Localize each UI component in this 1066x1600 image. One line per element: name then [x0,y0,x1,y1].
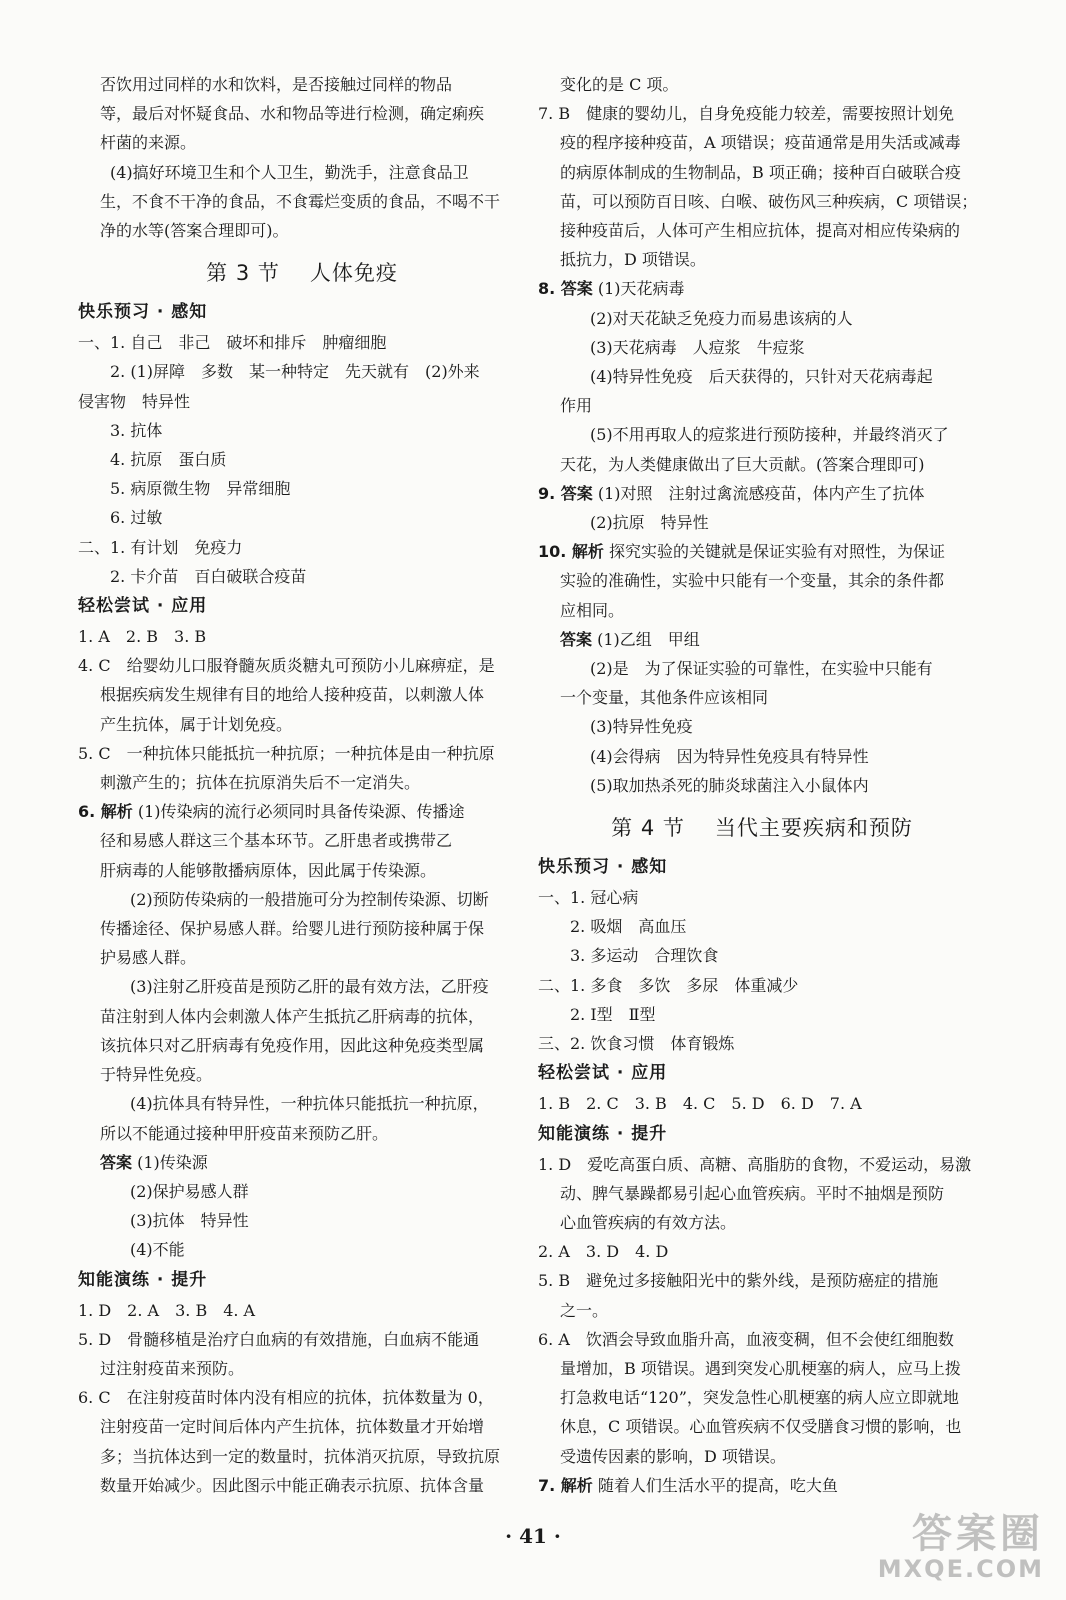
line-text: 轻松尝试 · 应用 [78,596,208,617]
answer-line [78,216,526,245]
answer-line [78,357,526,386]
line-text: 快乐预习 · 感知 [538,857,668,878]
line-text: 二、1. 有计划 免疫力 [78,537,243,557]
line-text: 过注射疫苗来预防。 [100,1358,245,1378]
line-text: 否饮用过同样的水和饮料，是否接触过同样的物品 [100,75,453,94]
line-text: 4. C 给婴幼儿口服脊髓灰质炎糖丸可预防小儿麻痹症，是 [78,656,495,676]
answer-line [78,914,526,943]
line-text: 5. C 一种抗体只能抵抗一种抗原；一种抗体是由一种抗原 [78,743,495,763]
answer-line [538,450,986,479]
line-text: (1)对照 注射过禽流感疫苗，体内产生了抗体 [592,483,925,503]
answer-line [78,856,526,885]
line-text: 6. 过敏 [110,508,163,528]
answer-line [538,1000,986,1029]
answer-line [538,245,986,274]
watermark-line1: 答案圈 [912,1510,1044,1557]
line-text: 刺激产生的；抗体在抗原消失后不一定消失。 [100,773,421,793]
line-text: 知能演练 · 提升 [538,1123,668,1144]
section-title [78,255,526,291]
line-text: 净的水等(答案合理即可)。 [100,221,289,241]
answer-line [78,158,526,187]
line-text: (2)是 为了保证实验的可靠性，在实验中只能有 [590,659,933,679]
line-text: 传播途径、保护易感人群。给婴儿进行预防接种属于保 [100,919,485,939]
answer-line [538,420,986,449]
answer-line [538,274,986,303]
answer-line [78,387,526,416]
line-text: 心血管疾病的有效方法。 [560,1212,737,1232]
answer-label: 答案 [560,629,593,649]
line-text: (5)取加热杀死的肺炎球菌注入小鼠体内 [590,775,869,795]
answer-label: 10. 解析 [538,542,604,562]
answer-line [78,1354,526,1383]
answer-line [538,1089,986,1118]
line-text: (3)特异性免疫 [590,717,693,737]
line-text: 量增加，B 项错误。遇到突发心肌梗塞的病人，应马上拨 [560,1358,961,1378]
answer-line [538,216,986,245]
answer-line [538,683,986,712]
line-text: (3)注射乙肝疫苗是预防乙肝的最有效方法，乙肝疫 [130,977,489,997]
answer-line [78,797,526,826]
subsection-heading [538,1058,986,1089]
line-text: 该抗体只对乙肝病毒有免疫作用，因此这种免疫类型属 [100,1035,485,1055]
line-text: 6. C 在注射疫苗时体内没有相应的抗体，抗体数量为 0， [78,1388,494,1408]
answer-line [78,972,526,1001]
answer-line [78,739,526,768]
line-text: 休息，C 项错误。心血管疾病不仅受膳食习惯的影响，也 [560,1417,962,1437]
line-text: 5. 病原微生物 异常细胞 [110,479,291,499]
answer-line [78,710,526,739]
answer-line [538,391,986,420]
line-text: 快乐预习 · 感知 [78,302,208,323]
answer-line [78,1296,526,1325]
answer-line [78,622,526,651]
line-text: 疫的程序接种疫苗，A 项错误；疫苗通常是用失活或减毒 [560,133,961,153]
answer-line [538,712,986,741]
line-text: 等，最后对怀疑食品、水和物品等进行检测，确定痢疾 [100,104,485,124]
line-text: (4)不能 [130,1240,185,1260]
answer-line [78,768,526,797]
subsection-heading [78,297,526,328]
watermark-logo [878,1512,1044,1582]
answer-line [538,941,986,970]
line-text: (2)抗原 特异性 [590,513,709,533]
answer-line [538,566,986,595]
answer-line [538,187,986,216]
answer-line [78,474,526,503]
line-text: 变化的是 C 项。 [560,75,679,94]
line-text: 所以不能通过接种甲肝疫苗来预防乙肝。 [100,1123,389,1143]
answer-line [538,596,986,625]
line-text: 3. 抗体 [110,420,163,440]
line-text: 苗注射到人体内会刺激人体产生抵抗乙肝病毒的抗体， [100,1006,485,1026]
answer-line [538,1412,986,1441]
answer-line [78,1206,526,1235]
line-text: 受遗传因素的影响，D 项错误。 [560,1446,786,1466]
answer-label: 7. 解析 [538,1475,593,1495]
line-text: 打急救电话“120”，突发急性心肌梗塞的病人应立即就地 [560,1388,959,1408]
answer-line [78,1442,526,1471]
answer-line [538,1150,986,1179]
line-text: 根据疾病发生规律有目的地给人接种疫苗，以刺激人体 [100,685,485,705]
page-number: · 41 · [505,1524,561,1548]
answer-line [538,883,986,912]
answer-line [538,625,986,654]
answer-line [78,1412,526,1441]
answer-line [78,826,526,855]
answer-line [78,99,526,128]
line-text: 2. 吸烟 高血压 [570,917,687,937]
answer-line [538,971,986,1000]
watermark-line2: MXQE.COM [877,1554,1044,1583]
left-column [78,70,526,1500]
answer-line [538,537,986,566]
line-text: 1. D 爱吃高蛋白质、高糖、高脂肪的食物，不爱运动，易激 [538,1154,972,1174]
answer-label: 答案 [100,1152,133,1172]
answer-line [78,1177,526,1206]
line-text: (4)抗体具有特异性，一种抗体只能抵抗一种抗原， [130,1094,489,1114]
answer-line [78,562,526,591]
line-text: (4)搞好环境卫生和个人卫生，勤洗手，注意食品卫 [110,162,469,182]
answer-line [538,742,986,771]
answer-line [538,1325,986,1354]
answer-line [538,128,986,157]
line-text: 随着人们生活水平的提高，吃大鱼 [592,1475,838,1495]
line-text: 天花，为人类健康做出了巨大贡献。(答案合理即可) [560,454,925,474]
answer-line [78,1060,526,1089]
line-text: (4)会得病 因为特异性免疫具有特异性 [590,746,869,766]
line-text: 径和易感人群这三个基本环节。乙肝患者或携带乙 [100,831,453,851]
line-text: 接种疫苗后，人体可产生相应抗体，提高对相应传染病的 [560,221,961,241]
line-text: 知能演练 · 提升 [78,1269,208,1290]
answer-line [78,651,526,680]
answer-line [538,1354,986,1383]
line-text: 作用 [560,396,593,416]
line-text: (1)天花病毒 [592,279,685,299]
line-text: 的病原体制成的生物制品，B 项正确；接种百白破联合疫 [560,162,961,182]
answer-label: 6. 解析 [78,802,133,822]
answer-line [78,1119,526,1148]
answer-line [78,943,526,972]
answer-line [78,1002,526,1031]
answer-line [78,328,526,357]
answer-line [538,912,986,941]
line-text: 杆菌的来源。 [100,133,197,153]
line-text: (3)天花病毒 人痘浆 牛痘浆 [590,337,805,357]
answer-line [78,70,526,99]
line-text: 苗，可以预防百日咳、白喉、破伤风三种疾病，C 项错误； [560,191,978,211]
answer-line [78,1031,526,1060]
line-text: 多；当抗体达到一定的数量时，抗体消灭抗原，导致抗原 [100,1446,501,1466]
line-text: 数量开始减少。因此图示中能正确表示抗原、抗体含量 [100,1475,485,1495]
answer-line [538,508,986,537]
line-text: 2. A 3. D 4. D [538,1242,669,1262]
answer-line [538,479,986,508]
answer-line [78,1235,526,1264]
line-text: 二、1. 多食 多饮 多尿 体重减少 [538,975,799,995]
answer-line [78,680,526,709]
answer-line [78,1383,526,1412]
answer-line [538,1266,986,1295]
answer-line [538,1029,986,1058]
line-text: 实验的准确性，实验中只能有一个变量，其余的条件都 [560,571,945,591]
line-text: 4. 抗原 蛋白质 [110,450,227,470]
answer-line [538,333,986,362]
line-text: 生，不食不干净的食品，不食霉烂变质的食品，不喝不干 [100,191,501,211]
line-text: 注射疫苗一定时间后体内产生抗体，抗体数量才开始增 [100,1417,485,1437]
subsection-heading [538,1119,986,1150]
line-text: 2. 卡介苗 百白破联合疫苗 [110,566,307,586]
answer-line [538,362,986,391]
line-text: 于特异性免疫。 [100,1065,213,1085]
answer-line [538,304,986,333]
line-text: 1. A 2. B 3. B [78,627,207,647]
answer-line [78,128,526,157]
answer-line [538,1471,986,1500]
line-text: 3. 多运动 合理饮食 [570,946,719,966]
line-text: 探究实验的关键就是保证实验有对照性，为保证 [603,542,946,562]
answer-line [538,771,986,800]
line-text: (2)预防传染病的一般措施可分为控制传染源、切断 [130,889,489,909]
line-text: (3)抗体 特异性 [130,1211,249,1231]
answer-line [78,1471,526,1500]
subsection-heading [538,852,986,883]
line-text: 一个变量，其他条件应该相同 [560,688,769,708]
line-text: 动、脾气暴躁都易引起心血管疾病。平时不抽烟是预防 [560,1183,945,1203]
answer-line [538,1179,986,1208]
subsection-heading [78,591,526,622]
right-column [538,70,986,1500]
subsection-heading [78,1265,526,1296]
line-text: 一、1. 自己 非己 破坏和排斥 肿瘤细胞 [78,333,387,353]
answer-label: 8. 答案 [538,279,593,299]
answer-line [538,1442,986,1471]
line-text: 之一。 [560,1300,609,1320]
line-text: 1. B 2. C 3. B 4. C 5. D 6. D 7. A [538,1094,862,1114]
section-name: 当代主要疾病和预防 [714,816,913,841]
answer-line [538,1383,986,1412]
section-number: 第 3 节 [206,261,280,286]
line-text: 抵抗力，D 项错误。 [560,250,706,270]
answer-line [78,445,526,474]
line-text: 应相同。 [560,600,625,620]
answer-line [538,70,986,99]
section-title [538,810,986,846]
answer-line [78,1148,526,1177]
line-text: (5)不用再取人的痘浆进行预防接种，并最终消灭了 [590,425,949,445]
answer-line [538,99,986,128]
section-number: 第 4 节 [611,816,685,841]
line-text: (1)乙组 甲组 [592,629,700,649]
answer-line [78,885,526,914]
line-text: 1. D 2. A 3. B 4. A [78,1300,256,1320]
line-text: 三、2. 饮食习惯 体育锻炼 [538,1034,735,1054]
line-text: (1)传染病的流行必须同时具备传染源、传播途 [132,802,465,822]
line-text: (2)保护易感人群 [130,1181,249,1201]
answer-line [78,416,526,445]
line-text: 产生抗体，属于计划免疫。 [100,714,293,734]
answer-line [78,1089,526,1118]
answer-line [78,1325,526,1354]
line-text: (2)对天花缺乏免疫力而易患该病的人 [590,308,853,328]
line-text: 侵害物 特异性 [78,391,191,411]
line-text: 2. (1)屏障 多数 某一种特定 先天就有 (2)外来 [110,362,480,382]
section-name: 人体免疫 [309,261,398,286]
line-text: 2. Ⅰ型 Ⅱ型 [570,1004,656,1024]
line-text: 一、1. 冠心病 [538,888,639,908]
answer-label: 9. 答案 [538,483,593,503]
line-text: 肝病毒的人能够散播病原体，因此属于传染源。 [100,860,437,880]
answer-line [78,503,526,532]
answer-line [538,1237,986,1266]
line-text: (4)特异性免疫 后天获得的，只针对天花病毒起 [590,367,933,387]
line-text: 5. B 避免过多接触阳光中的紫外线，是预防癌症的措施 [538,1271,939,1291]
answer-line [538,1208,986,1237]
line-text: 7. B 健康的婴幼儿，自身免疫能力较差，需要按照计划免 [538,104,955,124]
line-text: 护易感人群。 [100,948,197,968]
line-text: (1)传染源 [132,1152,208,1172]
answer-line [538,158,986,187]
answer-line [78,533,526,562]
answer-line [538,1296,986,1325]
line-text: 6. A 饮酒会导致血脂升高，血液变稠，但不会使红细胞数 [538,1329,954,1349]
answer-line [538,654,986,683]
answer-line [78,187,526,216]
line-text: 5. D 骨髓移植是治疗白血病的有效措施，白血病不能通 [78,1329,480,1349]
line-text: 轻松尝试 · 应用 [538,1063,668,1084]
